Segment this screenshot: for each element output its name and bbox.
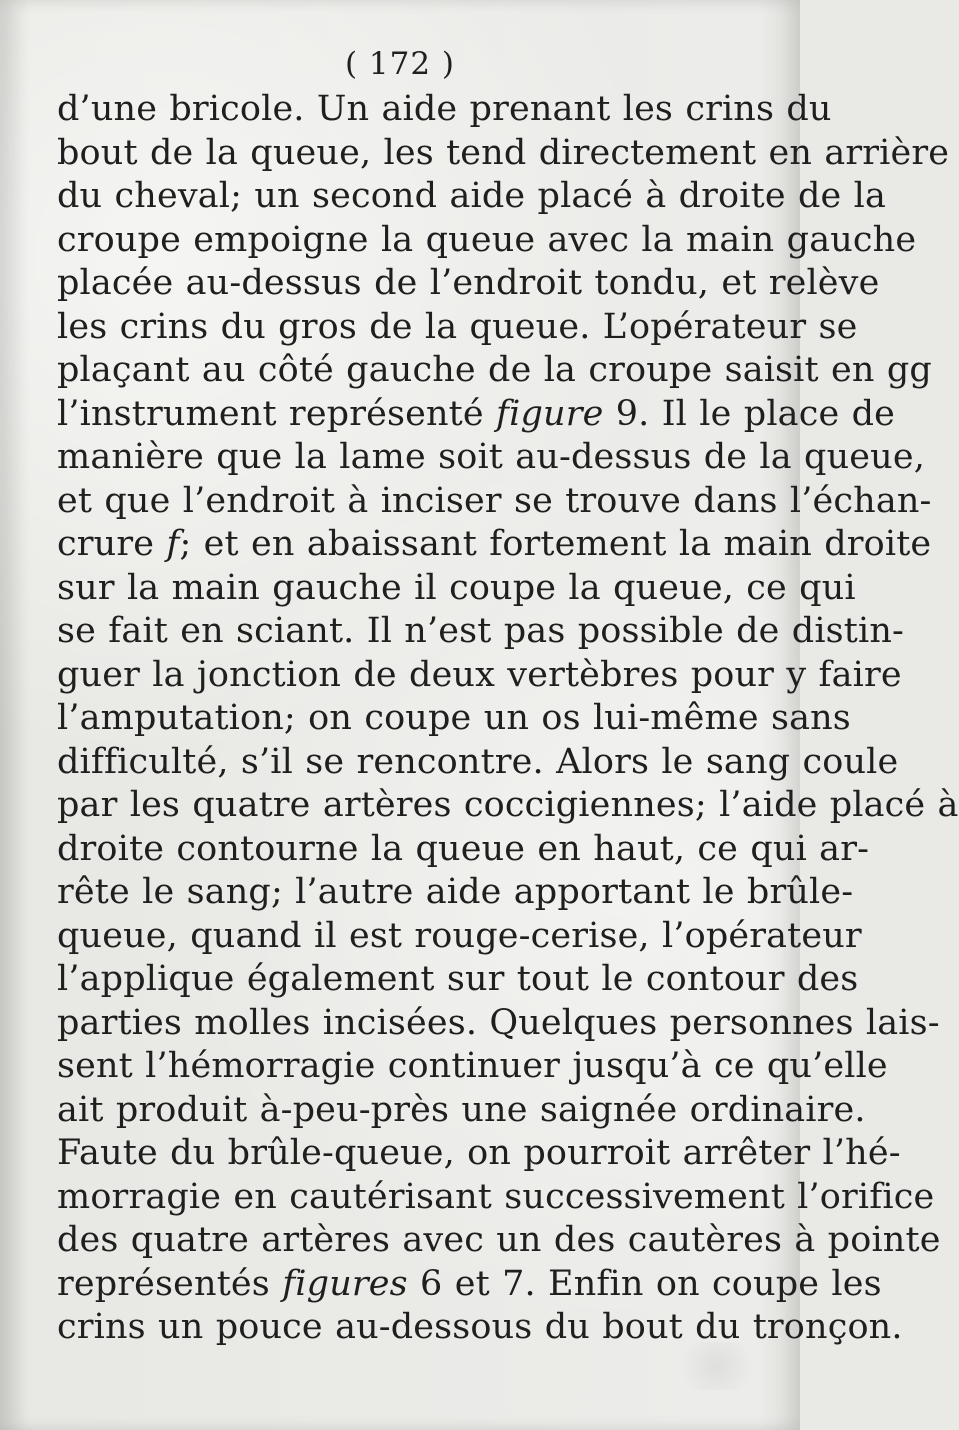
text-line-with-figure-reference [57,393,895,437]
faint-bleed-mark [672,1342,762,1390]
text-line: d’une bricole. Un aide prenant les crins du [57,89,832,129]
italic-figure-letter: f [166,524,180,564]
text-line: par les quatre artères coccigiennes; l’aide placé à [57,785,959,825]
text-line: manière que la lame soit au-dessus de la queue, [57,437,925,477]
text-segment: représentés [57,1263,283,1304]
text-line: plaçant au côté gauche de la croupe saisit en gg [57,350,932,390]
text-line: du cheval; un second aide placé à droite de la [57,176,887,216]
text-line: les crins du gros de la queue. L’opérateur se [57,306,858,347]
text-line: se fait en sciant. Il n’est pas possible de distin- [57,611,905,651]
body-text [57,88,959,1350]
text-line: l’amputation; on coupe un os lui-même sans [57,698,851,738]
text-line: ait produit à-peu-près une saignée ordinaire. [57,1089,866,1130]
text-line: difficulté, s’il se rencontre. Alors le sang coule [57,741,899,782]
italic-figure-word: figure [496,393,604,434]
text-line: l’applique également sur tout le contour des [57,959,859,999]
text-segment: crure [57,524,167,564]
text-line: croupe empoigne la queue avec la main gauche [57,219,917,260]
text-line: Faute du brûle-queue, on pourroit arrêter l’hé- [57,1133,901,1173]
text-line: des quatre artères avec un des cautères à pointe [57,1220,941,1260]
text-line: droite contourne la queue en haut, ce qui ar- [57,828,870,869]
text-line: morragie en cautérisant successivement l’orifice [57,1176,935,1217]
text-segment: 6 et 7. Enfin on coupe les [407,1263,882,1304]
text-line: sur la main gauche il coupe la queue, ce qui [57,567,856,608]
text-line: crins un pouce au-dessous du bout du tronçon. [57,1307,903,1347]
italic-figures-word: figures [282,1263,408,1304]
text-line: bout de la queue, les tend directement en arrière [57,132,950,173]
text-line: parties molles incisées. Quelques personnes lais- [57,1002,940,1043]
text-line: et que l’endroit à inciser se trouve dans l’échan- [57,480,932,521]
text-line: queue, quand il est rouge-cerise, l’opérateur [57,915,862,956]
text-segment: l’instrument représenté [57,393,496,434]
text-line: rête le sang; l’autre aide apportant le brûle- [57,872,854,912]
text-line-with-figure-letter [57,523,932,567]
text-line: guer la jonction de deux vertèbres pour y faire [57,654,902,695]
text-line: sent l’hémorragie continuer jusqu’à ce qu’elle [57,1046,888,1086]
text-segment: 9. Il le place de [603,393,895,434]
page-number: ( 172 ) [344,46,456,82]
text-line: placée au-dessus de l’endroit tondu, et relève [57,263,880,303]
text-segment: ; et en abaissant fortement la main droite [179,524,932,564]
text-line-with-figures-reference [57,1263,882,1307]
